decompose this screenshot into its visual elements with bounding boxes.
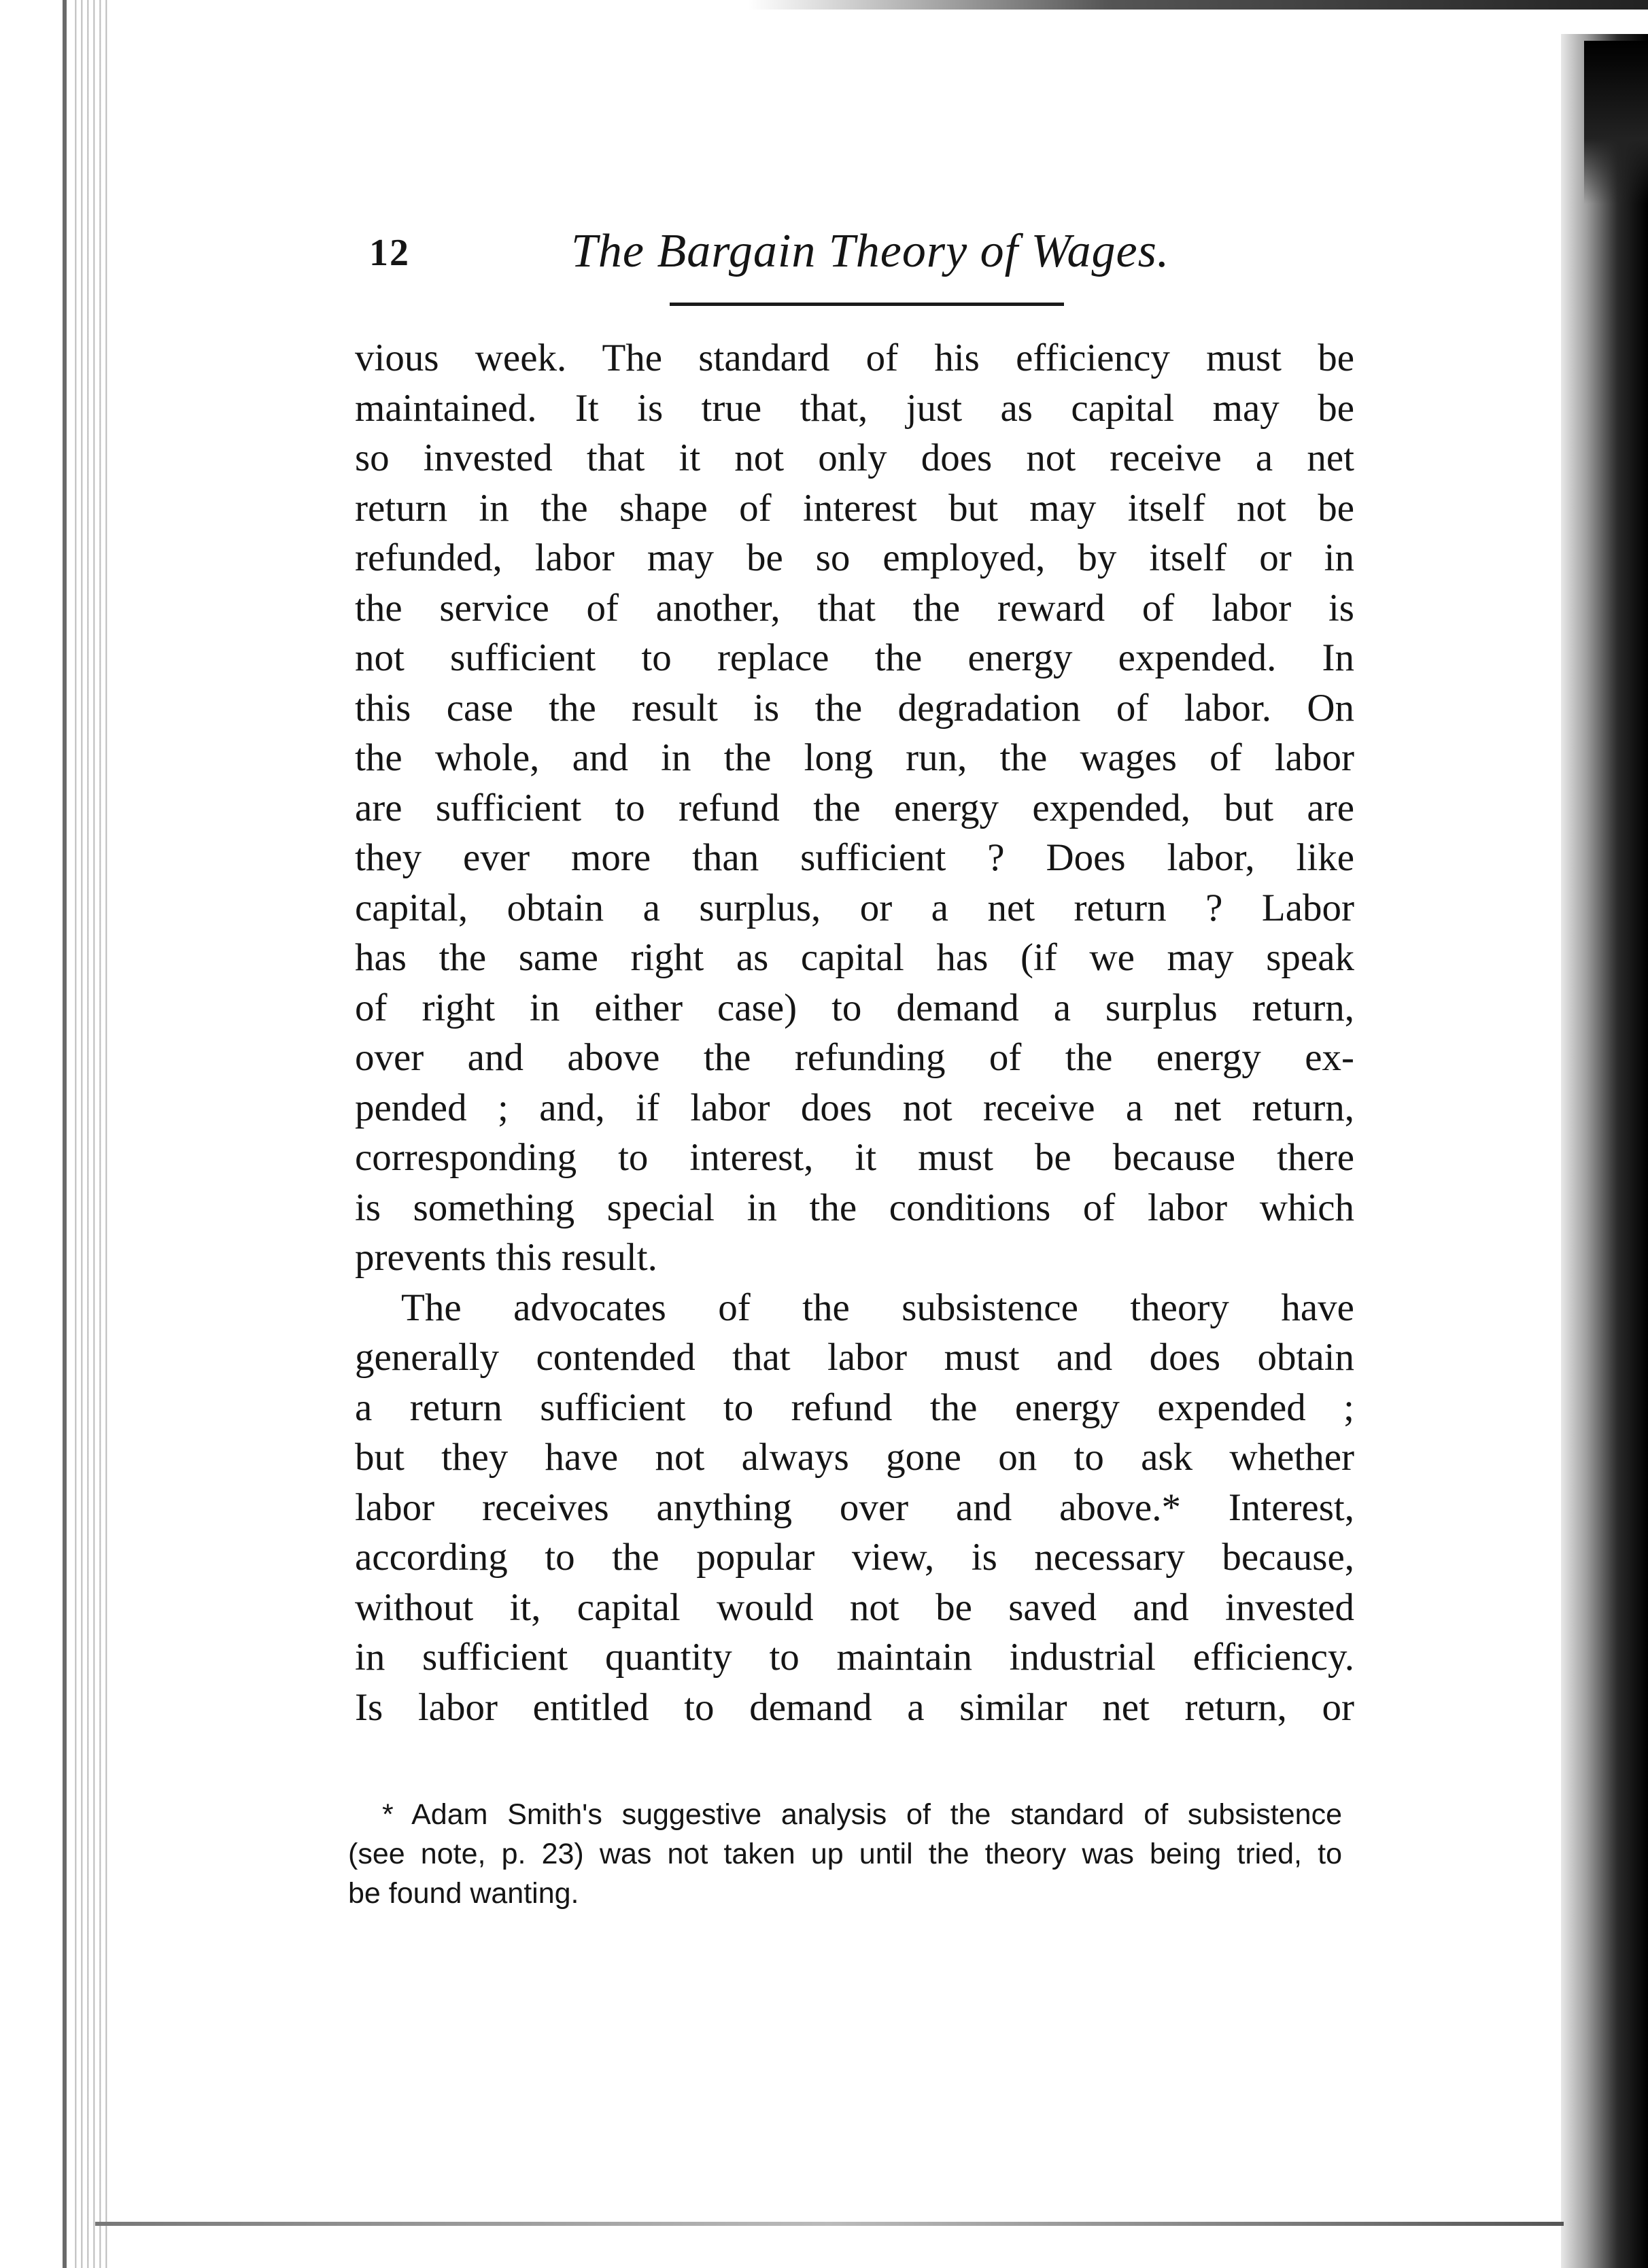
text-line: capital, obtain a surplus, or a net return ? Labor	[355, 886, 1354, 929]
text-line: of right in either case) to demand a surplus return,	[355, 986, 1354, 1029]
text-line: vious week. The standard of his efficiency must be	[355, 337, 1354, 379]
text-line: labor receives anything over and above.* Interest,	[355, 1485, 1354, 1529]
text-line: the whole, and in the long run, the wages of labor	[355, 736, 1354, 779]
text-line: not sufficient to replace the energy expended. In	[355, 636, 1354, 679]
footnote-line: (see note, p. 23) was not taken up until the theory was being tried, to	[348, 1838, 1342, 1870]
text-line: over and above the refunding of the energy ex-	[355, 1036, 1354, 1079]
text-line: so invested that it not only does not receive a net	[355, 436, 1354, 479]
page-stack-edges	[71, 0, 111, 2268]
scan-bottom-edge	[95, 2222, 1564, 2226]
text-line: according to the popular view, is necessary because,	[355, 1536, 1354, 1579]
text-line: they ever more than sufficient ? Does labor, like	[355, 836, 1354, 879]
text-line: has the same right as capital has (if we may speak	[355, 936, 1354, 979]
text-line: The advocates of the subsistence theory have	[401, 1286, 1354, 1329]
paragraph-1	[355, 333, 1354, 1283]
text-line: maintained. It is true that, just as capital may be	[355, 386, 1354, 430]
footnote-line: be found wanting.	[348, 1877, 579, 1910]
running-head: The Bargain Theory of Wages.	[571, 225, 1170, 277]
text-line: corresponding to interest, it must be because there	[355, 1136, 1354, 1179]
header-rule	[670, 303, 1064, 306]
text-line: without it, capital would not be saved and invested	[355, 1585, 1354, 1629]
text-line: this case the result is the degradation of labor. On	[355, 686, 1354, 729]
page-binding-edge	[63, 0, 67, 2268]
text-line: return in the shape of interest but may itself not be	[355, 486, 1354, 530]
footnote-line: * Adam Smith's suggestive analysis of the standard of subsistence	[382, 1798, 1342, 1831]
text-line: prevents this result.	[355, 1236, 657, 1279]
footnote	[348, 1795, 1342, 1913]
text-line: but they have not always gone on to ask whether	[355, 1436, 1354, 1479]
text-line: are sufficient to refund the energy expended, but are	[355, 786, 1354, 829]
text-line: pended ; and, if labor does not receive a net return,	[355, 1086, 1354, 1129]
scan-top-edge	[748, 0, 1648, 10]
text-line: refunded, labor may be so employed, by itself or in	[355, 536, 1354, 579]
page-number: 12	[369, 232, 410, 274]
text-line: Is labor entitled to demand a similar net return, or	[355, 1685, 1354, 1729]
text-line: the service of another, that the reward of labor is	[355, 586, 1354, 630]
text-line: a return sufficient to refund the energy expended ;	[355, 1386, 1354, 1429]
scan-right-shadow	[1561, 34, 1648, 2268]
paragraph-2	[355, 1283, 1354, 1733]
body-text	[355, 333, 1354, 1732]
text-line: in sufficient quantity to maintain industrial efficiency.	[355, 1636, 1354, 1679]
text-line: generally contended that labor must and does obtain	[355, 1336, 1354, 1379]
scan-right-shadow-top	[1584, 41, 1648, 204]
text-line: is something special in the conditions of labor which	[355, 1186, 1354, 1229]
